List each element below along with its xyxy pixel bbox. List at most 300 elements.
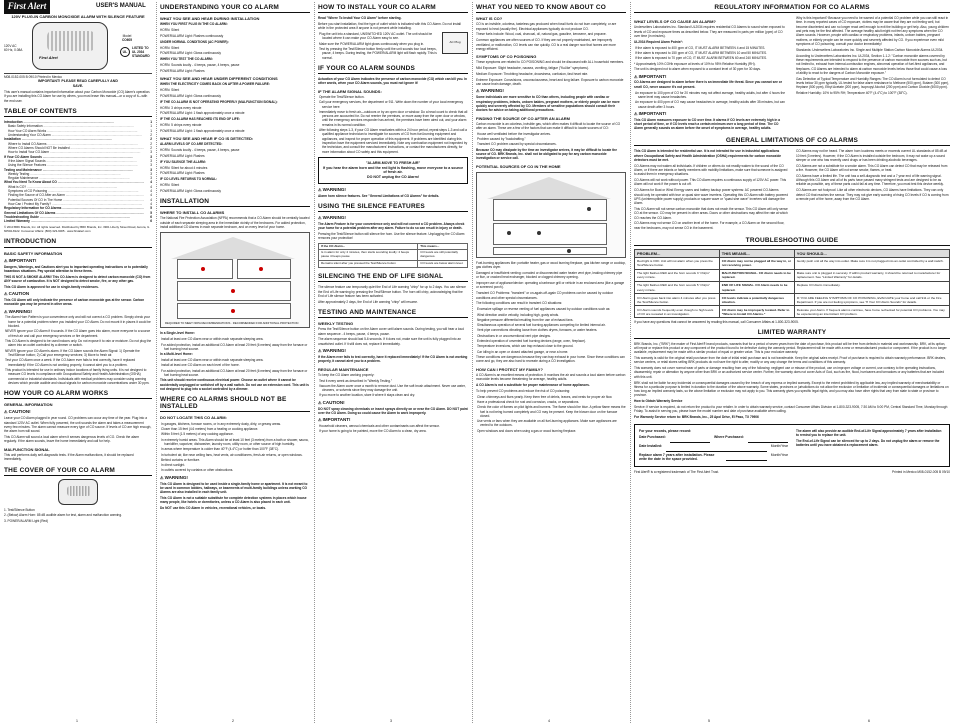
important-heading: ⚠ IMPORTANT! [634,111,788,117]
toc-entry-label: Introduction ..... [4,120,144,124]
table-cell: Remains silent after you pressed the Test/Silence button [319,261,418,268]
column-4 [476,4,626,727]
need-to-know-title: WHAT YOU NEED TO KNOW ABOUT CO [476,4,626,13]
do-not-locate-item: Closer than 15 feet (4.6 meters) from a heating or cooking appliance. [161,426,259,431]
warning-text: Alarm horn silence features. See "General Limitations of CO Alarms" for details. [318,193,440,198]
regular-maintenance-title: REGULAR MAINTENANCE [318,366,369,372]
basic-safety-title: BASIC SAFETY INFORMATION [4,250,63,256]
toc-entry-page: 6 [150,214,152,219]
finding-item: House well ventilated before the investigator arrives. [477,131,551,136]
multi-level-heading: In a Multi-level Home: [160,352,193,357]
installed-row [639,444,788,453]
limitation-item: CO Alarms may not sense CO on another level of the home. For example, a CO Alarm on the second floor, near the bedrooms, may not sense CO in the basement. [634,221,785,230]
basement [493,247,607,255]
horn-status: HORN: 3 chirps every minute [160,105,202,110]
light-status: POWER/ALARM Light: Glows continuously [160,188,221,193]
during-install-title: WHAT YOU SEE AND HEAR DURING INSTALLATION [160,16,260,22]
date-purchased-label: Date Purchased: [639,434,666,439]
understanding-title: UNDERSTANDING YOUR CO ALARM [160,4,310,13]
exposure-item: An exposure to 100 ppm of CO for 20 minutes may not affect average, healthy adults, but after 4 hours the same level may cause headaches. [635,90,786,99]
do-not-locate-list [160,422,310,473]
purchase-row [639,435,788,444]
sources-text: Damaged or insufficient venting: corroded or disconnected water heater vent pipe, leaking chimney pipe or flue, or cracked heat exchanger, blocked or clogged chimney opening. [476,271,623,280]
intro-paragraph: This user's manual contains important information about your Carbon Monoxide (CO) Alarm's operation. If you are installing this CO Alarm for use by others, you must leave this manual—or a copy of it—with the end user. [4,90,151,103]
warning-text: This CO Alarm is designed to be used inside a single-family home or apartment. It is not meant to be used in common lobbies, hallways, or basements of multi-family buildings unless working CO Alarms are also installed in each family unit. [160,481,308,495]
house-roof [171,237,295,259]
approved-use: This CO Alarm is approved for use in single-family residences. [4,284,99,289]
protect-family-title: HOW CAN I PROTECT MY FAMILY? [476,366,543,372]
multi-level-item: Install at least one CO Alarm on each level of the home. [161,363,240,368]
toc-entry-label: What You Need To Know About CO ..... [4,180,144,184]
limitation-item: This CO Alarm will not sense carbon monoxide that does not reach the sensor. This CO Alarm will only sense CO at the sensor. CO may be present in other areas. Doors or other obstructions may affect the rate at which CO reaches the CO Alarm. [634,207,788,220]
alarm-levels-title: WHAT LEVELS OF CO CAUSE AN ALARM? [634,19,716,25]
troubleshooting-footnote: If you have any questions that cannot be answered by reading this manual, call Consumer Affairs at 1-800-323-9005. [634,320,799,325]
transient-conditions-list [476,307,626,354]
records-left [639,429,788,462]
table-row [635,269,950,281]
table-cell: CO levels indicate a potentially dangerous situation. [719,294,794,306]
ul-footnote: * Approximately 10% COHb exposure at levels of 10% to 95% Relative Humidity (RH). [634,61,756,66]
cover-title: THE COVER OF YOUR CO ALARM [4,467,152,476]
sources-text: The following conditions can result in transient CO situations: [476,301,563,306]
important-heading: ⚠ IMPORTANT! [318,417,468,423]
warranty-paragraph: This warranty does not cover normal wear of parts or damage resulting from any of the following: negligent use or misuse of the product, use on improper voltage or current, use contrary to the operating instructions, disassembly, repair or alteration by anyone other than BRK or an authorized service center. Further, the warranty does not cover Acts of God, such as fire, flood, hurricanes and tornadoes or any batteries that are included with this unit. [634,366,945,379]
alarm-step: Operate the Test/Silence button. [319,94,365,99]
toc-entry-page: 5 [150,206,152,211]
replace-row [639,453,788,462]
sources-text: These conditions are dangerous because they can trap exhaust in your home. Since these conditions can come and go, they are also hard to recreate during a CO investigation. [476,355,625,364]
appliances-text: Common appliances are often sources of CO. If they are not properly maintained, are improperly ventilated, or malfunction, CO levels can rise quickly. CO is a real danger now that homes are more energy efficient. [476,38,616,51]
toc-entry-page: 4 [150,180,152,185]
toc-list [4,120,152,224]
page-footer [634,470,950,476]
multi-level-item: Install at least one CO Alarm near or within each separate sleeping area. [161,357,264,362]
spec-frequency: 60 Hz, 0.08A [4,48,23,53]
where-purchased-field[interactable] [748,435,788,443]
transient-condition-item: Vent pipe connections vibrating loose from clothes dryers, furnaces, or water heaters. [477,328,598,333]
introduction-title: INTRODUCTION [4,238,152,247]
toc-entry-label: Where CO Alarms Should NOT Be Installed ..... [4,146,144,150]
house-placement-diagram [160,232,310,328]
weekly-warning-text: If the Alarm ever fails to test correctly, have it replaced immediately! If the CO Alarm is not working properly, it cannot alert you to a problem. [318,354,468,364]
date-installed-label: Date Installed: [639,443,663,448]
silence-features-title: USING THE SILENCE FEATURES [318,203,468,212]
eol-note: The alarm will also provide an audible End-of-Life Signal approximately 7 years after installation to remind you to replace the unit. [796,428,942,437]
toc-entry-label: Where to Install CO Alarms ..... [4,142,144,146]
replace-date-field[interactable] [726,453,767,461]
toc-entry-page: 3 [150,154,152,159]
table-row [635,306,950,318]
warranty-title: LIMITED WARRANTY [634,329,950,338]
transient-condition-item: Excessive spillage or reverse venting of fuel appliances caused by outdoor conditions such as: [477,307,611,312]
co-detected-title: WHAT YOU SEE AND HEAR IF CO IS DETECTED: [160,136,254,142]
toc-entry-page: 6 [150,219,152,224]
column-3 [318,4,468,727]
toc-entry-label: Installation ..... [4,137,144,141]
toc-entry-page: 2 [150,137,152,142]
warning-text: This CO Alarm is not a suitable substitute for complete detection systems in places which house many people, like hotels or dormitories, unless a CO Alarm is also placed in each unit. [160,496,307,505]
general-info-title: GENERAL INFORMATION [4,402,53,408]
toc-entry-label: How Your CO Alarm Works ..... [4,129,144,133]
sources-text: Fuel-burning appliances like: portable heater, gas or wood burning fireplace, gas kitchen range or cooktop, gas clothes dryer. [476,260,626,270]
transient-condition-item: Simultaneous operation of several fuel burning appliances competing for limited internal air. [477,323,606,328]
warning-heading: ⚠ WARNING! [318,348,468,354]
important-text: Dangers, Warnings, and Cautions alert you to important operating instructions or to potentially hazardous situations. Pay special attention to these items. [4,264,148,273]
toc-entry-page: 1 [150,128,152,133]
protect-text: A CO Alarm is an excellent means of protection. It monitors the air and sounds a loud alarm before carbon monoxide levels become threatening for average, healthy adults. [476,372,626,382]
fresh-air-text: If you hear the alarm horn and the red light is flashing, move everyone to a source of fresh air. [322,165,464,175]
table-row [319,261,468,268]
important-text: CO Alarms are designed to alarm before there is an immediate life threat. Since you cannot see or smell CO, never assume it's not present. [634,80,782,89]
protect-item: Use vents or fans when they are available on all fuel-burning appliances. Make sure appliances are vented to the outdoors. [477,419,617,428]
appliance-marker [587,207,591,211]
caution-heading-2: ⚠ CAUTION! [4,409,152,415]
ul-section: According to Underwriters Laboratories Inc. UL2034, Section 1-1.2: "Carbon monoxide alarms covered by these requirements are intended to respond to the presence of carbon monoxide from sources such as, but not limited to, exhaust from internal-combustion engines, abnormal operation of fuel-fired appliances, and fireplaces. CO Alarms are intended to alarm at carbon monoxide levels below those that could cause a loss of ability to react to the dangers of Carbon Monoxide exposure." [796,53,947,75]
symptoms-title: SYMPTOMS OF CO POISONING [476,54,537,60]
toc-entry-label: Troubleshooting Guide ..... [4,215,144,219]
table-cell: The light flashes RED and the horn sounds 5 "chirps" every minute. [635,281,720,293]
before-start-note: Before you start installation, find the type of outlet which is indicated with this CO Alarm. Do not install while in the protected area if anyone is not present while installing. [318,21,461,31]
ul-badge-icon: UL [120,47,130,57]
caution-text: DO NOT spray cleaning chemicals or insect sprays directly on or near the CO Alarm. DO NOT paint over the CO Alarm. Doing so could cause the Alarm to work improperly. [318,406,468,415]
toc-entry-page: 3 [150,163,152,168]
important-item: Household cleaners, aerosol chemicals and other contaminants can affect the sensor. [319,424,440,429]
toc-entry-label: Regular Maintenance ..... [4,176,144,180]
listed-to: LISTED TO [132,46,149,50]
where-install-title: WHERE TO INSTALL CO ALARMS [160,210,225,216]
column-divider [472,2,473,723]
exposure-item: An exposure to 400 ppm of CO may cause headaches in average, healthy adults after 35 minutes, but can cause death after 3 hours. [635,100,785,109]
silencing-eol-title: SILENCING THE END OF LIFE SIGNAL [318,273,468,282]
maintenance-item: Vacuum the Alarm cover once a month to remove dust. Use the soft brush attachment. Never use water, cleaners, or solvents since they may damage the unit. [319,383,466,393]
document-code: M08-0152-005 B 09/10 Printed in Mexico [4,73,152,79]
symptoms-text: These symptoms are related to CO POISONING and should be discussed with ALL household members. [476,60,624,65]
do-not-locate-item: In areas where temperature is colder than 40°F (4.4°C) or hotter than 100°F (38°C). [161,447,279,452]
month-year-label: Month/Year [770,452,788,457]
table-cell: END OF LIFE SIGNAL. CO Alarm needs to be replaced. [719,281,794,293]
toc-entry-label: Using the Silence Features ..... [4,163,144,167]
ul-point: If the alarm is exposed to 150 ppm of CO, IT MUST ALARM BETWEEN 10 and 50 MINUTES. [635,50,768,55]
warning-text: Do NOT use this CO Alarm in vehicles, recreational vehicles, or boats. [160,506,266,511]
important-heading: ⚠ IMPORTANT! [4,258,152,264]
warning-item: NEVER ignore your CO Alarm if it sounds. If the CO Alarm goes into alarm, move everyone to a source of fresh air and call your emergency services or fire department. [5,329,151,338]
troubleshooting-rows [635,257,950,317]
standards: Standards: Underwriters Laboratories Inc. Single and Multiple Station Carbon Monoxide Alarms UL2034. [796,47,944,52]
standard-word: STANDARD [132,54,150,59]
regular-text: To keep the CO Alarm working properly: [318,372,375,377]
first-plug-heading: WHEN YOU FIRST PLUG IN THE CO ALARM: [160,22,228,27]
records-title: For your records, please record: [639,428,692,433]
warranty-paragraph: BRK shall not be liable for any incidental or consequential damages caused by the breach of any express or implied warranty. Except to the extent prohibited by applicable law, any implied warranty of merchantability or fitness for a particular purpose is limited in duration to the duration of the above warranty. Some states, provinces or jurisdictions do not allow the exclusion or limitation of incidental or consequential damages or limitations on how long an implied warranty lasts, so the above limitation or exclusion may not apply to you. This warranty gives you specific legal rights, and you may also have other rights that vary from state to state or province to province. [634,380,949,398]
silencing-eol-text-2: After approximately 2 days, the End of Life warning "chirp" will resume. [318,299,418,304]
toc-entry-page: 4 [150,184,152,189]
table-row [319,250,468,261]
horn-status: HORN: Silent [160,28,180,33]
limitation-item: CO Alarms for Boat or Wind Energy users and battery backup power systems: AC powered CO Alarms should only be operated with true or quasi sine wave inverters. Operating this CO Alarm with battery powered UPS (uninterruptible power supply) products or square wave or "quasi sine wave" inverters will damage the Alarm. [634,188,788,206]
do-not-locate: DO NOT LOCATE THIS CO ALARM: [160,415,227,421]
horn-status: HORN: Silent [160,183,180,188]
column-2 [160,4,310,727]
table-cell: Make sure unit is plugged in securely. If within product warranty, it should be returned to manufacturer for replacement. See "Limited Warranty" for details. [794,269,949,281]
important-item: If your home is going to be painted, move the CO Alarm to a clean, dry area. [319,429,427,434]
ul-points-title: UL2034 Required Alarm Points*: [634,39,683,44]
appliance-marker [507,231,511,235]
toc-entry-page: 3 [150,167,152,172]
date-installed-field[interactable] [666,444,767,452]
protect-text-3: To help prevent CO problems and reduce the risk of CO poisoning: [476,388,571,393]
light-status: POWER/ALARM Light: Glows continuously [160,93,221,98]
mild-exposure: Mild Exposure: Slight headache, nausea, vomiting, fatigue ("flu-like" symptoms). [476,66,589,71]
printed-info: Printed in Mexico M08-0152-005 B 09/10 [892,469,950,474]
table-cell: Is in alarm for only 4 minutes, then starts sounding loudly: 4 beeps pause 4 beeps pause [319,250,418,261]
warning-item: This CO Alarm is designed to be used indoors only. Do not expose it to rain or moisture. Do not plug the alarm into an outlet controlled by a dimmer or switch. [5,339,152,348]
table-header: This means... [418,243,468,250]
toc-entry-page: 2 [150,141,152,146]
column-1-body [4,90,152,525]
copyright: © 2010 BRK Brands, Inc. All rights reserved. Distributed by BRK Brands, Inc. 3901 Liberty Street Road, Aurora, IL 60504-8122. Consumer Affairs: (800) 323-9005 · www.firstalert.com [4,224,150,233]
alarm-step: Immediately move to fresh air—outdoors or by an open door or window. Do a head count to check that all persons are accounted for. Do not reenter the premises, or move away from the open door or window, until the emergency services responder has arrived, the premises have been aired out, and your alarm remains in its normal condition. [319,109,468,127]
how-works-text-2: This CO Alarm will sound a loud alarm when it senses dangerous levels of CO. Check the alarm regularly. If the alarm sounds, leave the home immediately and call for help. [4,435,140,444]
table-cell: CO levels are still potentially dangerous. [418,250,468,261]
limitations-title: GENERAL LIMITATIONS OF CO ALARMS [634,137,950,146]
records-right [796,429,945,462]
where-purchased-label: Where Purchased: [714,434,744,439]
model-label: Model [122,34,132,38]
toc-entry-page: 1 [150,120,152,125]
end-of-life-heading: IF THE CO ALARM HAS REACHED ITS END OF LIFE: [160,117,240,122]
users-manual-title: USER'S MANUAL [96,3,146,9]
replace-label: Replace alarm 7 years after installation. Please write the date in the space provided. [639,452,715,462]
table-row [635,281,950,293]
toc-entry-page: 3 [150,150,152,155]
horn-status: HORN: Silent [160,45,180,50]
caution-heading: ⚠ CAUTION! [318,400,468,406]
toc-entry-page: 1 [150,124,152,129]
table-row [635,257,950,269]
warranty-paragraph: BRK Brands, Inc. ("BRK") the maker of First Alert® brand products, warrants that for a period of seven years from the date of purchase, this product will be free from defects in material and workmanship. BRK, at its option, will repair or replace this product or any component of the product found to be defective during the warranty period. Replacement will be made with a new or remanufactured product or component. If the product is no longer available, replacement may be made with a similar product of equal or greater value. This is your exclusive warranty. [634,341,947,355]
light-status: POWER/ALARM Light: Flashes [160,68,205,73]
toc-entry-page: 5 [150,210,152,215]
caution-heading: ⚠ CAUTION [4,291,152,297]
toc-entry-page: 2 [150,133,152,138]
warning-heading: ⚠ WARNING! [4,309,152,315]
toc-entry-label: How Can I Protect My Family? ..... [4,202,144,206]
warning-heading: ⚠ WARNING! [318,215,468,221]
silence-text: Pressing the Test/Silence button will silence the horn. Use the silence feature. Unplugging the CO Alarm removes your protection! [318,231,465,241]
alarm-signal-sounds: IF THE ALARM SIGNAL SOUNDS: [318,88,382,94]
alarm-step: After following steps 1-3, if your CO Alarm reactivates within a 24 hour period, repeat steps 1-3 and call a qualified appliance technician to investigate for sources of CO from fuel-burning equipment and appliances, and inspect for proper operation of this equipment. If problems are identified during this inspection have the equipment serviced immediately. Note any combustion equipment not inspected by the technician, and consult the manufacturers' instructions, or contact the manufacturers directly, for more information about CO safety and this equipment. [319,128,468,154]
table-cell: Gently push unit all the way into outlet. Make sure it is not plugged into an outlet controlled by a wall switch. [794,257,949,269]
month-year-label: Month/Year [770,443,788,448]
light-status: POWER/ALARM Light: 1 flash approximately once a minute [160,111,245,116]
bedroom [177,259,233,279]
transient-condition-item: Obstructions in or unconventional vent pipe designs. [477,333,551,338]
ul-point: If the alarm is exposed to 70 ppm of CO, IT MUST ALARM BETWEEN 60 and 240 MINUTES. [635,56,768,61]
eol-silence-note: The End-of-Life Signal can be silenced for up to 2 days. Do not unplug the alarm or remove the batteries until you have obtained a replacement alarm. [796,438,940,447]
finding-source-text: Carbon monoxide is an odorless, invisible gas, which often makes it difficult to locate the source of CO after an alarm. These are a few of the factors that can make it difficult to locate sources of CO: [476,121,621,131]
toc-entry-label: Weekly Testing ..... [4,172,144,176]
table-row [635,294,950,306]
appliance-marker [537,231,541,235]
alarm-brand-label: First Alert [39,55,58,60]
fresh-air-warning: DO NOT unplug the CO Alarm! [367,174,419,179]
install-step: Test by pressing the Test/Silence button firmly until the unit sounds four loud beeps, pause, 4 beeps. During testing, the POWER/ALARM light will flash rapidly. This is normal. [319,47,437,60]
house-roof [487,177,611,199]
caution-text: This CO Alarm will only indicate the presence of carbon monoxide gas at the sensor. Carbon monoxide gas may be present in other areas. [4,298,145,307]
weekly-testing-title: WEEKLY TESTING [318,321,354,327]
protect-list [476,395,626,434]
do-not-locate-item: In extremely humid areas. This Alarm should be at least 10 feet (3 meters) from a bath or shower, sauna, humidifier, vaporizer, dishwasher, laundry room, utility room, or other source of high humidity. [161,437,309,446]
limitations-body [634,149,950,231]
table-header: PROBLEM... [635,249,720,257]
spec-voltage: 120V AC [4,44,17,48]
protect-item: Check the color of flames on pilot lights and burners. The flame should be blue. A yellow flame means the fuel is not being burned completely and CO may be present. Keep the blower door on the furnace closed. [477,405,626,418]
light-status: POWER/ALARM Light: 1 flash approximately once a minute [160,128,245,133]
toc-entry-label: General Limitations Of CO Alarms ..... [4,211,144,215]
horn-status: HORN: 5 chirps every minute [160,123,202,128]
column-divider [630,2,631,723]
warning-item: The Alarm Horn Pattern is your convenience only and will not correct a CO problem. Simply check your home for a potential problem where you installed your CO Alarm. Do not mount it in places it could be blocked. [5,315,151,329]
horn-status: HORN: Sounds loudly - 4 beeps, pause, 4 beeps, pause [160,148,240,153]
warning-item: This product is intended for use in ordinary indoor locations of family living units. It is not designed to measure CO levels in compliance with Occupational Safety and Health Administration (OSHA) commercial or industrial standards. Individuals with medical problems may consider using warning devices which provide audible and visual signals for carbon monoxide concentrations under 30 ppm. [5,367,150,385]
install-step: Make sure the POWER/ALARM light glows continuously when you plug in. [319,41,425,46]
table-cell: CO Alarm may not be plugged all the way in, or not receiving power. [719,257,794,269]
cover-legend-2: 2. (Below) Alarm Horn: 85 dB audible alarm for test, alarm and malfunction warning. [4,513,122,518]
warranty-service-text: Service: If service is required, do not return the product to your retailer. In order to obtain warranty service, contact Consumer Affairs Division at 1-800-323-9005, 7:30 AM to 5:00 PM, Central Standard Time, Monday through Friday. To assist in serving you, please have the model number and date of purchase available when calling. [634,405,948,414]
toc-entry-label: Potential Sources Of CO In The Home ..... [4,198,144,202]
limitation-item: CO Alarms may not waken all individuals. If children or others do not readily waken to the sound of the CO Alarm, or if there are infants or family members with mobility limitations, make sure that someone is assigned to assist them in emergency situations. [634,163,788,177]
records-box [634,424,950,467]
regulatory-right [796,16,950,132]
table-cell: CO Alarm sounds frequently even though no high levels of CO are revealed in an investigation. [635,306,720,318]
malfunction-title: MALFUNCTION SIGNAL [4,446,50,452]
toc-entry-page: 4 [150,189,152,194]
page-number: 3 [390,719,392,724]
transient-condition-item: Negative pressure differential resulting from the use of exhaust fans. [477,317,574,322]
do-not-locate-item: Within 5 feet (1.5 meters) of any cooking appliance. [161,432,234,437]
do-not-locate-item: In outlets covered by curtains or other obstructions. [161,468,234,473]
product-headline: 120V PLUG-IN CARBON MONOXIDE ALARM WITH SILENCE FEATURE [11,14,145,19]
toc-entry-label: Regulatory Information for CO Alarms ..... [4,206,144,210]
limitation-item: CO Alarms will not work without power. This CO Alarm requires a continuous supply of 120V AC power. This Alarm will not work if the power is cut off. [634,178,787,187]
table-cell: The light flashes RED and the horn sounds 3 "chirps" every minute. [635,269,720,281]
toc-entry-page: 2 [150,145,152,150]
toc-entry-label: If the Alarm Signal Sounds ..... [4,159,144,163]
troubleshooting-table [634,249,950,318]
trademark: First Alert® is a registered trademark of The First Alert Trust. [634,469,720,474]
alarm-cover-diagram [58,479,98,505]
power-return-heading: WHEN THE ELECTRICITY COMES BACK ON AFTER A POWER FAILURE: [160,82,270,87]
date-purchased-field[interactable] [670,435,710,443]
ac-plug-diagram: AC Plug [442,32,468,54]
maintenance-item: If you move to another location, store it where it stays clean and dry. [319,393,415,398]
why-important: Why is this important? Because you need to be warned of a potential CO problem while you can still react in time. In many reported cases of CO exposure, victims may be aware that they are not feeling well, but become disoriented and can no longer react well enough to exit the building or get help. Also, young children and pets may be the first affected. The average healthy adult might not feel any symptoms when the CO Alarm sounds. However, people with cardiac or respiratory problems, infants, unborn babies, pregnant mothers, or elderly people can be more quickly and severely affected by CO. If you experience even mild symptoms of CO poisoning, consult your doctor immediately! [796,16,949,47]
troubleshooting-title: TROUBLESHOOTING GUIDE [634,237,950,246]
first-alert-logo: First Alert [4,0,50,14]
where-install-text: The National Fire Protection Association (NFPA) recommends that a CO Alarm should be centrally located outside of each separate sleeping area in the immediate vicinity of the bedrooms. For added protection, install additional CO Alarms in each separate bedroom, and on every level of your home. [160,216,310,230]
do-not-locate-item: In turbulent air, like near ceiling fans, heat vents, air conditioners, fresh-air returns, or open windows. [161,452,303,457]
what-is-co-title: WHAT IS CO? [476,16,503,22]
if-sounds-title: IF YOUR CO ALARM SOUNDS [318,65,468,74]
limitation-item: This CO Alarm is intended for residential use. It is not intended for use in industrial applications where Occupational Safety and Health Administration (OSHA) requirements for carbon monoxide detectors must be met. [634,149,782,162]
table-cell: Red light is OFF. Unit will not alarm when you press the Test/Silence button. [635,257,720,269]
limitation-item: CO Alarms may not be heard. The alarm horn loudness meets or exceeds current UL standards of 85 dB at 10 feet (3 meters). However, if the CO Alarm is installed outside the bedroom, it may not wake up a sound sleeper or one who has recently used drugs or has been drinking alcoholic beverages. [796,149,947,162]
important-notice: IMPORTANT! PLEASE READ CAREFULLY AND SAVE. [38,79,118,88]
co-normal-heading: IF CO LEVEL RETURNS TO NORMAL: [160,177,218,182]
warranty-paragraph: This warranty is valid for the original retail purchaser from the date of initial retail purchase and is not transferable. Keep the original sales receipt. Proof of purchase is required to obtain warranty performance. BRK dealers, service centers, or retail stores selling BRK products do not have the right to alter, modify or any way change the terms and conditions of this warranty. [634,355,947,365]
how-works-text: Leave your CO Alarm plugged in year round. CO problems can occur any time of the year. Plug into a standard 120V AC outlet. When fully powered, the unit sounds the alarm and takes a measurement every few minutes. The alarm cannot measure every type of CO source. If levels of CO are high enough, the alarm horn will sound. [4,416,152,434]
silencing-eol-text: The silence feature can temporarily quiet the End of Life warning "chirp" for up to 2 days. You can silence the End of Life warning by pressing the Test/Silence button. The horn will chirp, acknowledging that the End of Life silence feature has been activated. [318,285,466,298]
toc-entry-label: Basic Safety Information ..... [4,124,144,128]
alarm-step: Call your emergency services, fire department or 911. Write down the number of your local emergency service here: [319,100,464,109]
fuels-text: These fuels include: Wood, coal, charcoal, oil, natural gas, gasoline, kerosene, and propane. [476,32,607,37]
regulatory-body [634,16,950,132]
weekly-text-2: The alarm sequence should last 5-6 seconds. If it does not, make sure the unit is fully plugged into an unswitched outlet. If it still does not, replace it immediately. [318,337,461,346]
table-header: THIS MEANS... [719,249,794,257]
table-header: YOU SHOULD... [794,249,949,257]
transient-condition-item: Wind direction and/or velocity, including high, gusty winds. [477,312,559,317]
warranty-address: For Warranty Service return to: BRK Brands, Inc., 25 Apol Drive, El Paso, TX 79906 [634,415,759,420]
alarm-grille [47,31,95,51]
limitation-item: CO Alarms are not a substitute for a smoke alarm. This CO Alarm can detect CO that may be released from a fire. However, the CO Alarm will not sense smoke, flames, or heat. [796,163,948,173]
malfunction-text: This unit performs daily self-diagnostic tests. If the Alarm malfunctions, it should be replaced immediately. [4,452,134,462]
column-divider [156,2,157,723]
diagram-legend: REQUIRED TO MEET NFPA RECOMMENDATIONS · RECOMMENDED FOR ADDITIONAL PROTECTION [165,320,299,325]
medium-exposure: Medium Exposure: Throbbing headache, drowsiness, confusion, fast heart rate. [476,72,589,77]
sensitive-warning: Some individuals are more sensitive to CO than others, including people with cardiac or respiratory problems, infants, unborn babies, pregnant mothers, or elderly people can be more quickly and severely affected by CO. Members of sensitive populations should consult their doctors for advice on taking additional precautions. [476,95,620,113]
regulatory-left [634,16,788,132]
relative-humidity: Relative Humidity: 10% to 95% RH; Temperature 40°F (4.4°C) to 100°F (38°C). [796,91,908,96]
column-1 [4,0,152,727]
table-cell: Relocate your Alarm. If frequent alarms continue, have home rechecked for potential CO problems. You may be experiencing an intermittent CO problem. [794,306,949,318]
maintenance-item: Test it every week as described in "Weekly Testing." [319,378,393,383]
warning-heading: ⚠ WARNING! [318,187,468,193]
power-note: This unit should receive continuous electrical power. Choose an outlet where it cannot be accidentally unplugged or switched off by a wall switch. Do not use an extension cord. This unit is not designed to plug into a socket controlled by a dimmer. [160,378,309,391]
limitations-right [796,149,950,231]
finding-item: Problem caused by "backdrafting." [477,137,526,142]
cover-legend-3: 3. POWER/ALARM Light (Red) [4,519,49,524]
warranty-service-title: How to Obtain Warranty Service [634,399,683,404]
install-step: Plug the unit into a standard, UNSWITCHED 120V AC outlet. The unit should be located where it can make your CO Alarm easy to see. [319,32,433,41]
finding-source-text-2: Because CO may dissipate by the time an investigator arrives, it may be difficult to locate the source of CO. BRK Brands, Inc. shall not be obligated to pay for any carbon monoxide investigation or service call. [476,147,618,161]
fresh-air-box [318,157,468,184]
page-number: 2 [232,719,234,724]
toc-entry-page: 4 [150,202,152,207]
page-number: 6 [868,719,870,724]
multi-level-item: For added protection, install an additional CO Alarm at least 20 feet (6 meters) away from the furnace or fuel burning heat source. [161,368,308,377]
toc-entry-page: 3 [150,158,152,163]
page-number: 1 [76,719,78,724]
table-cell: IF YOU ARE FEELING SYMPTOMS OF CO POISONING, EVACUATE your home and call 911 or the Fire Department. If you are not feeling symptoms, see "If Your CO Alarm Sounds" for details. [794,294,949,306]
co-alarm-image [32,22,108,70]
page-number: 4 [548,719,550,724]
how-works-title: HOW YOUR CO ALARM WORKS [4,390,152,399]
horn-status: HORN: Silent for about 4 minutes [160,165,208,170]
transient-condition-item: Temperature inversions, which can trap exhaust close to the ground. [477,344,574,349]
table-cell: CO levels are below alarm level. [418,261,468,268]
finding-item: Transient CO problem caused by special circumstances. [477,142,557,147]
fresh-air-title: "ALARM-MOVE TO FRESH AIR" [365,160,421,165]
alarm-levels-heading: ALARM LEVELS OF CO ARE DETECTED: [160,142,223,147]
power-specs [4,44,22,52]
table-header: If the CO Alarm... [319,243,418,250]
install-steps [318,32,468,60]
ul-standard: UL 2034 [132,50,145,55]
do-not-locate-item: In garages, kitchens, furnace rooms, or in any extremely dusty, dirty, or greasy areas. [161,421,281,426]
toc-entry-label: Limited Warranty ..... [4,219,144,223]
single-level-item: For added protection, install an additional CO Alarm at least 20 feet (6 meters) away from the furnace or fuel burning heat source. [161,342,308,351]
warning-heading: ⚠ WARNING! [476,88,626,94]
